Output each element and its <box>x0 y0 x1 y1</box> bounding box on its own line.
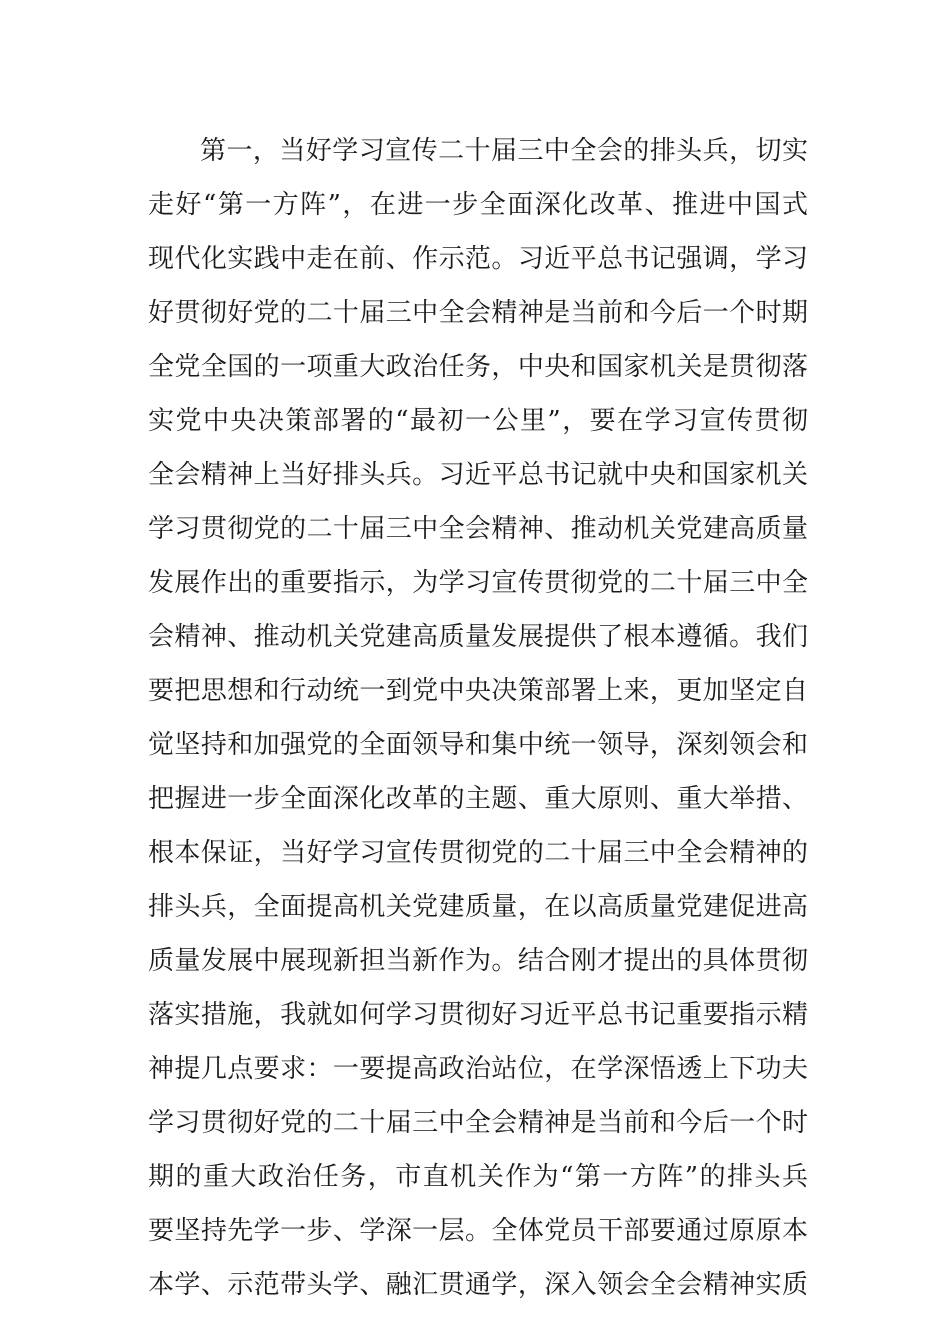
text-line: 把握进一步全面深化改革的主题、重大原则、重大举措、 <box>148 784 808 814</box>
text-line: 排头兵，全面提高机关党建质量，在以高质量党建促进高 <box>148 892 808 922</box>
text-line: 要坚持先学一步、学深一层。全体党员干部要通过原原本 <box>148 1216 808 1246</box>
text-line: 第一，当好学习宣传二十届三中全会的排头兵，切实 <box>200 136 808 166</box>
text-line: 现代化实践中走在前、作示范。习近平总书记强调，学习 <box>148 244 808 274</box>
text-line: 觉坚持和加强党的全面领导和集中统一领导，深刻领会和 <box>148 730 808 760</box>
text-line: 全党全国的一项重大政治任务，中央和国家机关是贯彻落 <box>148 352 808 382</box>
text-line: 根本保证，当好学习宣传贯彻党的二十届三中全会精神的 <box>148 838 808 868</box>
text-line: 要把思想和行动统一到党中央决策部署上来，更加坚定自 <box>148 676 808 706</box>
text-line: 神提几点要求：一要提高政治站位，在学深悟透上下功夫 <box>148 1054 808 1084</box>
text-line: 落实措施，我就如何学习贯彻好习近平总书记重要指示精 <box>148 1000 808 1030</box>
text-line: 走好“第一方阵”，在进一步全面深化改革、推进中国式 <box>148 190 808 220</box>
text-line: 发展作出的重要指示，为学习宣传贯彻党的二十届三中全 <box>148 568 808 598</box>
text-line: 质量发展中展现新担当新作为。结合刚才提出的具体贯彻 <box>148 946 808 976</box>
text-line: 学习贯彻党的二十届三中全会精神、推动机关党建高质量 <box>148 514 808 544</box>
body-paragraph <box>148 124 808 1312</box>
text-line: 学习贯彻好党的二十届三中全会精神是当前和今后一个时 <box>148 1108 808 1138</box>
text-line: 好贯彻好党的二十届三中全会精神是当前和今后一个时期 <box>148 298 808 328</box>
text-line: 本学、示范带头学、融汇贯通学，深入领会全会精神实质 <box>148 1270 808 1300</box>
text-line: 实党中央决策部署的“最初一公里”，要在学习宣传贯彻 <box>148 406 808 436</box>
text-line: 全会精神上当好排头兵。习近平总书记就中央和国家机关 <box>148 460 808 490</box>
text-line: 期的重大政治任务，市直机关作为“第一方阵”的排头兵 <box>148 1162 808 1192</box>
text-line: 会精神、推动机关党建高质量发展提供了根本遵循。我们 <box>148 622 808 652</box>
